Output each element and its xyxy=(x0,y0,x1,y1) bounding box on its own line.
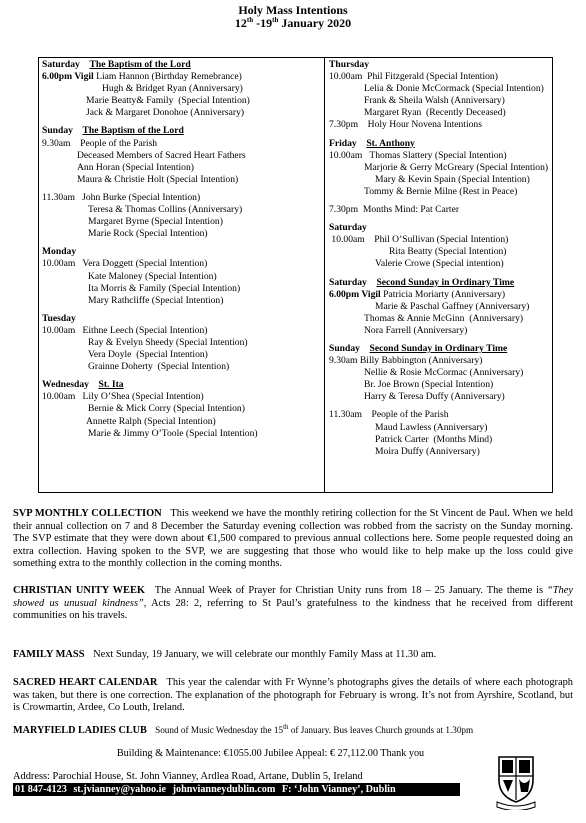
calendar-notice: SACRED HEART CALENDAR This year the calendar with Fr Wynne’s photographs gives the details of where each photograph was taken, but there is one correction. The explanation of the photograph for February is wrong. It’s not from Ayrshire, Scotland, but is Crowmartin, Ardee, Co Louth, Ireland. xyxy=(13,677,573,714)
intention-line: Marie Rock (Special Intention) xyxy=(88,228,208,240)
intention-line: 10.00am Vera Doggett (Special Intention) xyxy=(42,258,208,270)
intention-line: Maura & Christie Holt (Special Intention) xyxy=(77,173,239,185)
intention-line: 7.30pm Months Mind: Pat Carter xyxy=(329,204,460,216)
intention-line: Ita Morris & Family (Special Intention) xyxy=(88,282,241,294)
intention-line: Frank & Sheila Walsh (Anniversary) xyxy=(364,95,505,107)
intention-line: Hugh & Bridget Ryan (Anniversary) xyxy=(102,83,243,95)
intention-line: Ray & Evelyn Sheedy (Special Intention) xyxy=(88,336,248,348)
intention-line: Nora Farrell (Anniversary) xyxy=(364,324,468,336)
intention-line: Thomas & Annie McGinn (Anniversary) xyxy=(364,312,524,324)
ladies-club-notice: MARYFIELD LADIES CLUB Sound of Music Wednesday the 15th of January. Bus leaves Church grounds at 1.30pm xyxy=(13,722,474,736)
feast-name: The Baptism of the Lord xyxy=(89,59,191,70)
calendar-heading: SACRED HEART CALENDAR xyxy=(13,677,158,688)
day-name: Monday xyxy=(42,246,77,258)
intention-line: Br. Joe Brown (Special Intention) xyxy=(364,379,494,391)
intention-line: 7.30pm Holy Hour Novena Intentions xyxy=(329,119,482,131)
right-column xyxy=(329,59,548,458)
mass-intentions-table xyxy=(38,57,553,493)
website-link[interactable]: johnvianneydublin.com xyxy=(172,784,276,795)
unity-notice: CHRISTIAN UNITY WEEK The Annual Week of Prayer for Christian Unity runs from 18 – 25 January. The theme is “They showed us unusual kindness”, Acts 28: 2, referring to St Paul’s gratefulness to the kindness that he received from different communities on his travels. xyxy=(13,585,573,622)
left-day-heading xyxy=(42,313,258,325)
day-name: Friday xyxy=(329,137,357,149)
right-day-heading xyxy=(329,138,548,150)
page-subtitle: 12th -19th January 2020 xyxy=(234,16,352,30)
family-mass-notice: FAMILY MASS Next Sunday, 19 January, we will celebrate our monthly Family Mass at 11.30 am. xyxy=(13,649,437,660)
intention-line: Lelia & Donie McCormack (Special Intention) xyxy=(364,83,544,95)
intention-line: 9.30am People of the Parish xyxy=(42,137,158,149)
feast-name: The Baptism of the Lord xyxy=(82,125,184,137)
feast-name: St. Anthony xyxy=(366,137,415,149)
feast-name: Second Sunday in Ordinary Time xyxy=(369,342,508,354)
unity-theme: “They showed us unusual kindness” xyxy=(13,585,573,609)
intention-line: Harry & Teresa Duffy (Anniversary) xyxy=(364,391,505,403)
email-address[interactable]: st.jvianney@yahoo.ie xyxy=(73,784,167,795)
svp-text: This weekend we have the monthly retiring collection for the St Vincent de Paul. When we held their annual collection on 7 and 8 December the Saturday evening collection was robbed from the sacristy on the Sunday morning. The SVP estimate that they were down about €1,500 compared to previous annual collections here. Some people requested doing an extra collection. Having spoken to the SVP, we are suggesting that those who would like to help make up the loss could give something extra to the monthly collection in the coming months. xyxy=(13,508,573,570)
intention-line: Marjorie & Gerry McGreary (Special Intention) xyxy=(364,161,549,173)
intention-line: Margaret Byrne (Special Intention) xyxy=(88,216,223,228)
left-day-heading xyxy=(42,59,258,71)
intention-line: Ann Horan (Special Intention) xyxy=(77,161,194,173)
phone-number: 01 847-4123 xyxy=(15,784,67,795)
intention-line: Deceased Members of Sacred Heart Fathers xyxy=(77,149,246,161)
intention-line: 10.00am Eithne Leech (Special Intention) xyxy=(42,324,208,336)
contact-bar xyxy=(13,783,460,796)
intention-line: Marie & Jimmy O’Toole (Special Intention) xyxy=(88,427,258,439)
intention-line: Valerie Crowe (Special intention) xyxy=(375,258,504,270)
intention-line: Marie & Paschal Gaffney (Anniversary) xyxy=(375,300,530,312)
day-name: Tuesday xyxy=(42,312,76,324)
intention-line: Tommy & Bernie Milne (Rest in Peace) xyxy=(364,185,518,197)
left-day-heading xyxy=(42,379,258,391)
intention-line: Marie Beatty& Family (Special Intention) xyxy=(86,95,250,107)
intention-line: Vera Doyle (Special Intention) xyxy=(88,349,208,361)
parish-crest-icon xyxy=(493,754,539,810)
day-name: Saturday xyxy=(329,222,367,234)
day-name: Sunday xyxy=(42,125,73,137)
feast-name: Second Sunday in Ordinary Time xyxy=(376,276,515,288)
intention-line: Teresa & Thomas Collins (Anniversary) xyxy=(88,204,243,216)
intention-line: Annette Ralph (Special Intention) xyxy=(86,415,216,427)
intention-line: 10.00am Phil O’Sullivan (Special Intention) xyxy=(329,234,509,246)
intention-line: 6.00pm Vigil Liam Hannon (Birthday Remebrance) xyxy=(42,71,242,83)
svp-heading: SVP MONTHLY COLLECTION xyxy=(13,508,162,519)
day-name: Sunday xyxy=(329,342,360,354)
intention-line: Grainne Doherty (Special Intention) xyxy=(88,361,230,373)
family-heading: FAMILY MASS xyxy=(13,649,85,660)
day-name: Wednesday xyxy=(42,379,89,391)
intention-line: 11.30am People of the Parish xyxy=(329,409,449,421)
facebook-handle: F: ‘John Vianney’, Dublin xyxy=(281,784,396,795)
feast-name: St. Ita xyxy=(98,379,124,391)
svp-notice xyxy=(13,508,573,571)
unity-heading: CHRISTIAN UNITY WEEK xyxy=(13,585,145,596)
right-day-heading xyxy=(329,59,548,71)
intention-line: 10.00am Lily O’Shea (Special Intention) xyxy=(42,391,204,403)
intention-line: 10.00am Thomas Slattery (Special Intention) xyxy=(329,149,507,161)
intention-line: Nellie & Rosie McCormac (Anniversary) xyxy=(364,367,524,379)
intention-line: Jack & Margaret Donohoe (Anniversary) xyxy=(86,107,245,119)
left-day-heading xyxy=(42,125,258,137)
left-column xyxy=(42,59,258,440)
intention-line: Rita Beatty (Special Intention) xyxy=(389,246,507,258)
intention-line: Moira Duffy (Anniversary) xyxy=(375,445,480,457)
day-name: Saturday xyxy=(42,59,80,70)
intention-line: Patrick Carter (Months Mind) xyxy=(375,433,493,445)
intention-line: Kate Maloney (Special Intention) xyxy=(88,270,217,282)
right-day-heading xyxy=(329,277,548,289)
building-appeal-totals: Building & Maintenance: €1055.00 Jubilee Appeal: € 27,112.00 Thank you xyxy=(116,748,425,759)
ladies-heading: MARYFIELD LADIES CLUB xyxy=(13,725,147,736)
intention-line: 9.30am Billy Babbington (Anniversary) xyxy=(329,355,483,367)
parish-address: Address: Parochial House, St. John Vianney, Ardlea Road, Artane, Dublin 5, Ireland xyxy=(13,771,363,782)
day-name: Saturday xyxy=(329,276,367,288)
intention-line: Bernie & Mick Corry (Special Intention) xyxy=(88,403,245,415)
intention-line: Maud Lawless (Anniversary) xyxy=(375,421,488,433)
left-day-heading xyxy=(42,246,258,258)
intention-line: Mary Rathcliffe (Special Intention) xyxy=(88,294,224,306)
intention-line: Margaret Ryan (Recently Deceased) xyxy=(364,107,506,119)
intention-line: Mary & Kevin Spain (Special Intention) xyxy=(375,173,530,185)
intention-line: 6.00pm Vigil Patricia Moriarty (Anniversary) xyxy=(329,288,506,300)
column-divider xyxy=(324,58,325,492)
intention-line: 10.00am Phil Fitzgerald (Special Intention) xyxy=(329,71,498,83)
right-day-heading xyxy=(329,343,548,355)
day-name: Thursday xyxy=(329,59,369,70)
right-day-heading xyxy=(329,222,548,234)
page-title: Holy Mass Intentions xyxy=(238,3,348,17)
intention-line: 11.30am John Burke (Special Intention) xyxy=(42,191,201,203)
